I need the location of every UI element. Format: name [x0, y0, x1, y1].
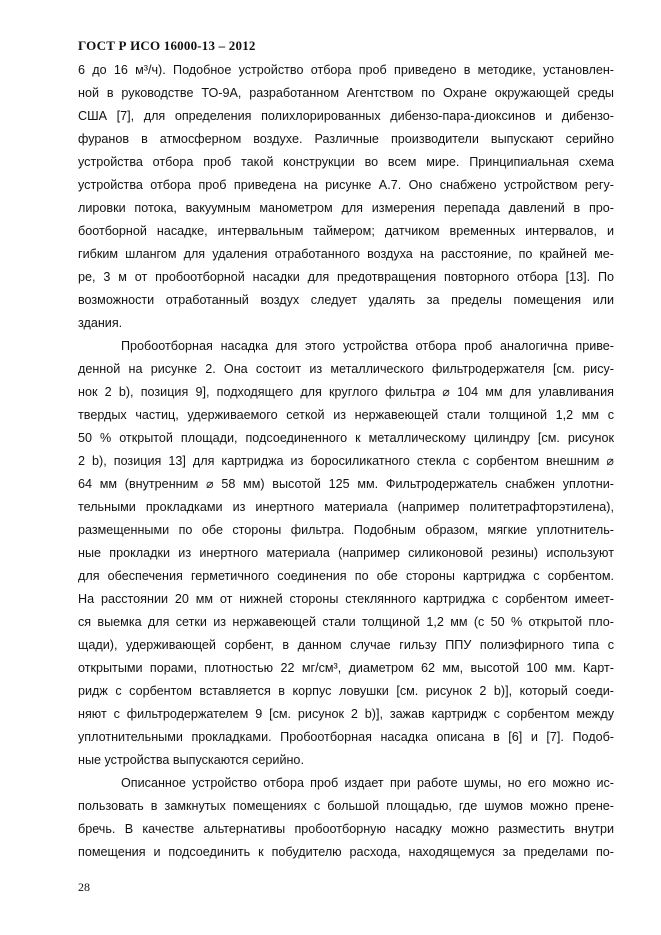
text-line: 50 % открытой площади, подсоединенного к металлическому цилиндру [см. рисунок	[78, 431, 614, 445]
text-line: 2 b), позиция 13] для картриджа из боросиликатного стекла с сорбентом внешним ⌀	[78, 454, 614, 468]
text-line: 6 до 16 м³/ч). Подобное устройство отбора проб приведено в методике, установлен-	[78, 63, 614, 77]
text-line: На расстоянии 20 мм от нижней стороны стеклянного картриджа с сорбентом имеет-	[78, 592, 614, 606]
body-text	[78, 59, 614, 864]
page-number: 28	[78, 880, 90, 894]
text-line: помещения и подсоединить к побудителю расхода, находящемуся за пределами по-	[78, 845, 614, 859]
text-line: нок 2 b), позиция 9], подходящего для круглого фильтра ⌀ 104 мм для улавливания	[78, 385, 614, 399]
text-line: ре, 3 м от пробоотборной насадки для предотвращения повторного отбора [13]. По	[78, 270, 614, 284]
text-line: боотборной насадке, интервальным таймером; датчиком временных интервалов, и	[78, 224, 614, 238]
text-line: гибким шлангом для удаления отработанного воздуха на расстояние, по крайней ме-	[78, 247, 614, 261]
text-line: ные устройства выпускаются серийно.	[78, 753, 304, 767]
text-line: здания.	[78, 316, 123, 330]
text-line: размещенными по обе стороны фильтра. Подобным образом, мягкие уплотнитель-	[78, 523, 614, 537]
text-line: фуранов в атмосферном воздухе. Различные производители выпускают серийно	[78, 132, 614, 146]
text-line: ся выемка для сетки из нержавеющей стали толщиной 1,2 мм (с 50 % открытой пло-	[78, 615, 614, 629]
text-line: для обеспечения герметичного соединения по обе стороны картриджа с сорбентом.	[78, 569, 614, 583]
text-line: щади), удерживающей сорбент, в данном случае гильзу ППУ полиэфирного типа с	[78, 638, 614, 652]
text-line: лировки потока, вакуумным манометром для измерения перепада давлений в про-	[78, 201, 614, 215]
text-line: Пробоотборная насадка для этого устройства отбора проб аналогична приве-	[121, 339, 614, 353]
text-line: пользовать в замкнутых помещениях с большой площадью, где шумов можно прене-	[78, 799, 614, 813]
text-line: открытыми порами, плотностью 22 мг/см³, диаметром 62 мм, высотой 100 мм. Карт-	[78, 661, 614, 675]
document-header: ГОСТ Р ИСО 16000-13 – 2012	[78, 38, 256, 53]
text-line: ной в руководстве ТО-9А, разработанном Агентством по Охране окружающей среды	[78, 86, 614, 100]
text-line: устройства отбора проб приведена на рисунке А.7. Оно снабжено устройством регу-	[78, 178, 614, 192]
text-line: устройства отбора проб такой конструкции во всем мире. Принципиальная схема	[78, 155, 614, 169]
text-line: твердых частиц, удерживаемого сеткой из нержавеющей стали толщиной 1,2 мм с	[78, 408, 614, 422]
text-line: денной на рисунке 2. Она состоит из металлического фильтродержателя [см. рису-	[78, 362, 614, 376]
text-line: бречь. В качестве альтернативы пробоотборную насадку можно разместить внутри	[78, 822, 614, 836]
text-line: США [7], для определения полихлорированных дибензо-пара-диоксинов и дибензо-	[78, 109, 614, 123]
text-line: возможности отработанный воздух следует удалять за пределы помещения или	[78, 293, 614, 307]
text-line: ные прокладки из инертного материала (например силиконовой резины) используют	[78, 546, 614, 560]
text-line: тельными прокладками из инертного материала (например политетрафторэтилена),	[78, 500, 614, 514]
text-line: ридж с сорбентом вставляется в корпус ловушки [см. рисунок 2 b)], который соеди-	[78, 684, 614, 698]
text-line: няют с фильтродержателем 9 [см. рисунок 2 b)], зажав картридж с сорбентом между	[78, 707, 614, 721]
text-line: уплотнительными прокладками. Пробоотборная насадка описана в [6] и [7]. Подоб-	[78, 730, 614, 744]
text-line: 64 мм (внутренним ⌀ 58 мм) высотой 125 мм. Фильтродержатель снабжен уплотни-	[78, 477, 614, 491]
text-line: Описанное устройство отбора проб издает при работе шумы, но его можно ис-	[121, 776, 614, 790]
